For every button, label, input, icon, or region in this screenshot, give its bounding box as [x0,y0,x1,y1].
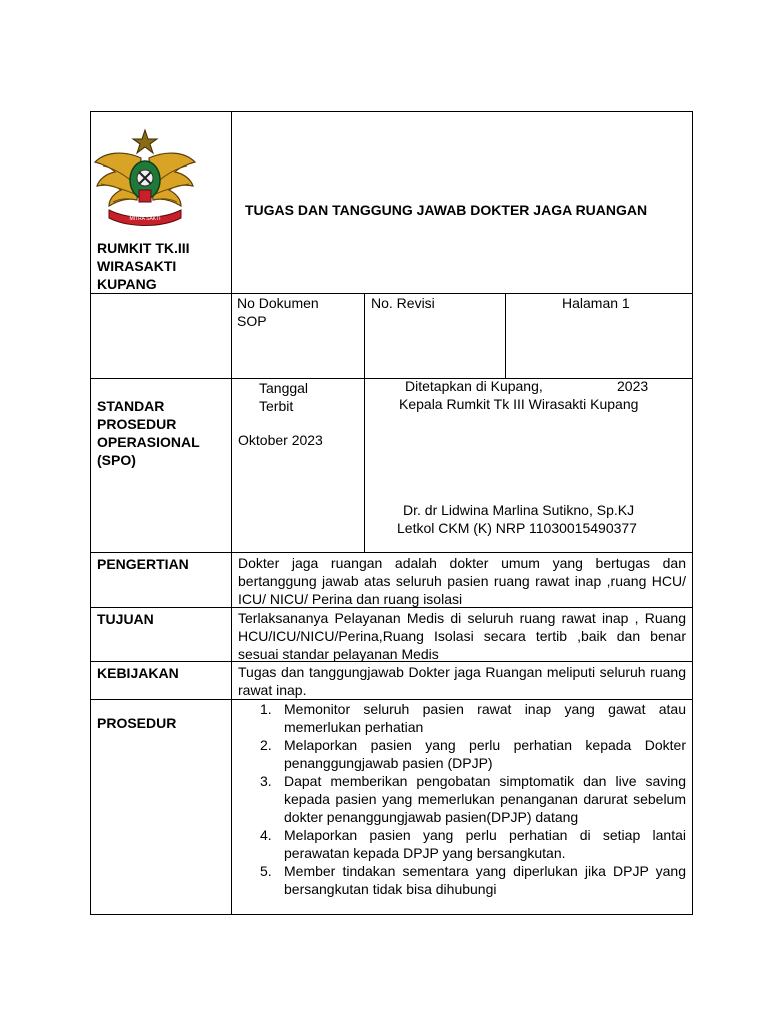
table-border-right [692,111,693,915]
jabatan-text: Kepala Rumkit Tk III Wirasakti Kupang [399,396,639,412]
row-divider-2 [90,378,693,379]
prosedur-item [238,826,686,862]
org-name-line-1: RUMKIT TK.III [97,240,190,256]
table-border-bottom [90,914,693,915]
prosedur-list [238,700,686,898]
pengertian-text: Dokter jaga ruangan adalah dokter umum yang bertugas dan bertanggung jawab atas seluruh pasien ruang rawat inap ,ruang HCU/ ICU/ NICU/ Perina dan ruang isolasi [238,555,686,607]
spo-label-line-4: (SPO) [97,452,136,468]
tujuan-label: TUJUAN [97,611,154,627]
tujuan-text: Terlaksananya Pelayanan Medis di seluruh ruang rawat inap , Ruang HCU/ICU/NICU/Perina,Ruang Isolasi secara tertib ,baik dan benar sesuai standar pelayanan Medis [238,610,686,662]
kebijakan-text: Tugas dan tanggungjawab Dokter jaga Ruangan meliputi seluruh ruang rawat inap. [238,664,686,698]
org-name-line-3: KUPANG [97,276,157,292]
table-border-top [90,111,693,112]
column-divider-revisi [364,293,365,553]
kebijakan-label: KEBIJAKAN [97,665,179,681]
prosedur-item-number: 4. [260,827,272,843]
signer-name: Dr. dr Lidwina Marlina Sutikno, Sp.KJ [403,502,635,518]
prosedur-item-number: 5. [260,863,272,879]
spo-label-line-3: OPERASIONAL [97,434,200,450]
signer-rank: Letkol CKM (K) NRP 11030015490377 [397,520,637,536]
column-divider-halaman [505,293,506,379]
logo-motto: MITRA SAKTI [129,216,161,222]
prosedur-item-text: Memonitor seluruh pasien rawat inap yang gawat atau memerlukan perhatian [284,701,686,735]
prosedur-item [238,700,686,736]
tanggal-terbit-label-line-1: Tanggal [259,380,309,396]
prosedur-item [238,772,686,826]
prosedur-item-number: 1. [260,701,272,717]
prosedur-item [238,862,686,898]
no-revisi-label: No. Revisi [371,295,435,311]
no-dokumen-label: No Dokumen [237,295,319,311]
prosedur-item-number: 2. [260,737,272,753]
tanggal-terbit-label-line-2: Terbit [259,398,294,414]
document-title: TUGAS DAN TANGGUNG JAWAB DOKTER JAGA RUANGAN [245,202,648,218]
prosedur-item-text: Melaporkan pasien yang perlu perhatian di setiap lantai perawatan kepada DPJP yang bersangkutan. [284,827,686,861]
prosedur-item-text: Dapat memberikan pengobatan simptomatik dan live saving kepada pasien yang memerlukan penanganan darurat sebelum dokter penanggungjawab pasien(DPJP) datang [284,773,686,825]
spo-label-line-2: PROSEDUR [97,416,177,432]
ditetapkan-text: Ditetapkan di Kupang, [405,378,543,394]
spo-label-line-1: STANDAR [97,398,165,414]
prosedur-item-text: Member tindakan sementara yang diperlukan jika DPJP yang bersangkutan tidak bisa dihubungi [284,863,686,897]
row-divider-3 [90,552,693,553]
table-border-left [90,111,91,915]
ditetapkan-year: 2023 [617,378,649,394]
no-dokumen-value: SOP [237,313,267,329]
hospital-emblem-logo [93,128,197,230]
prosedur-label: PROSEDUR [97,715,177,731]
prosedur-item-number: 3. [260,773,272,789]
pengertian-label: PENGERTIAN [97,556,189,572]
prosedur-item-text: Melaporkan pasien yang perlu perhatian kepada Dokter penanggungjawab pasien (DPJP) [284,737,686,771]
tanggal-terbit-value: Oktober 2023 [238,432,323,448]
org-name-line-2: WIRASAKTI [97,258,177,274]
prosedur-item [238,736,686,772]
halaman-label: Halaman 1 [562,295,630,311]
column-divider-main [231,111,232,915]
